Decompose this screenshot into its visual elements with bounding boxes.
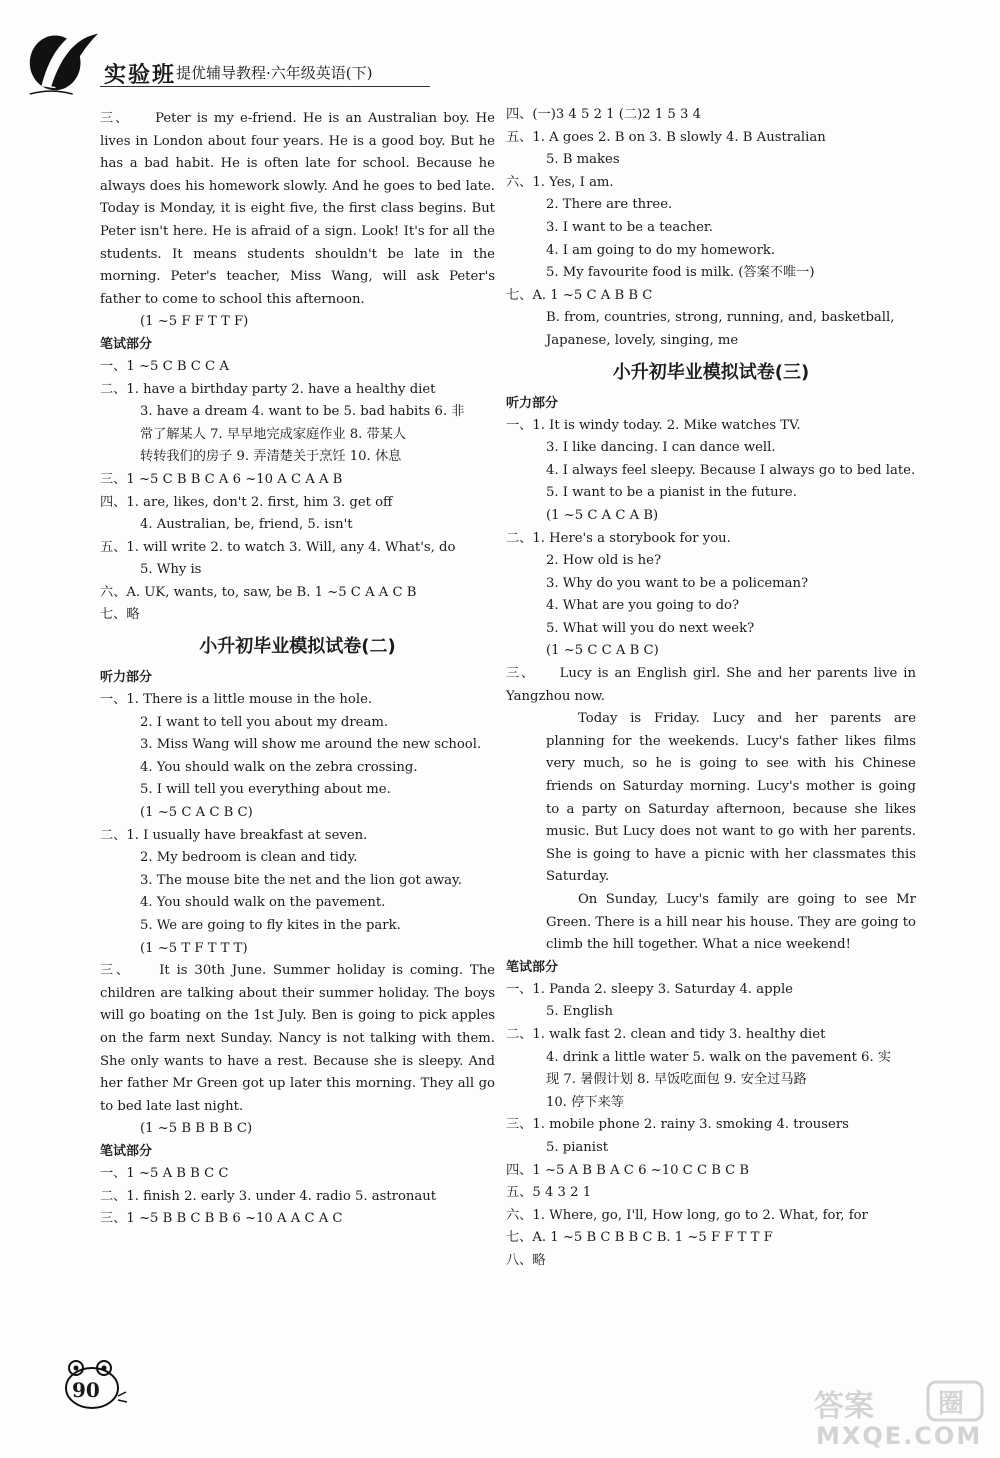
answer-line: 3. The mouse bite the net and the lion got away. [140, 872, 462, 888]
answer-line: 4. Australian, be, friend, 5. isn't [140, 517, 353, 533]
right-answer-block-3 [506, 957, 916, 1273]
answer-line: 四、(一)3 4 5 2 1 (二)2 1 5 3 4 [506, 107, 701, 122]
answer-line: 八、略 [506, 1252, 546, 1268]
left-passage-1 [100, 108, 495, 311]
part-heading: 听力部分 [100, 670, 153, 686]
answer-line: 3. have a dream 4. want to be 5. bad habits 6. 非 [140, 404, 465, 420]
left-answer-block-3 [100, 1118, 495, 1230]
left-answer-block-2 [100, 667, 495, 960]
answer-line: (1 ~5 C A C B C) [140, 805, 253, 821]
answer-line: 3. I like dancing. I can dance well. [546, 440, 776, 456]
left-passage-1-label: 三、 [100, 111, 131, 126]
answer-line: 5. My favourite food is milk. (答案不唯一) [546, 265, 815, 281]
answer-line: 5. We are going to fly kites in the park. [140, 918, 401, 933]
answer-line: 2. There are three. [546, 197, 673, 213]
answer-line: 4. You should walk on the pavement. [140, 895, 386, 911]
publisher-logo-icon [22, 18, 100, 96]
answer-line: 3. Miss Wang will show me around the new school. [140, 737, 482, 753]
right-column [506, 104, 916, 1273]
right-passage-p1-text: Lucy is an English girl. She and her parents live in Yangzhou now. [506, 666, 916, 704]
right-answer-block-2 [506, 393, 916, 664]
right-passage-label: 三、 [506, 666, 536, 682]
answer-line: 四、1 ~5 A B B A C 6 ~10 C C B C B [506, 1162, 750, 1178]
answer-line: 一、1. Panda 2. sleepy 3. Saturday 4. apple [506, 981, 793, 997]
answer-line: 4. I am going to do my homework. [546, 242, 776, 258]
right-passage-p2: Today is Friday. Lucy and her parents are planning for the weekends. Lucy's father likes films very much, so he is going to see with his Chinese friends on Saturday morning. Lucy's mother is going to a party on Saturday afternoon, because she likes music. But Lucy does not want to go with her parents. She is going to have a picnic with her classmates this Saturday. [546, 711, 916, 885]
svg-text:答案: 答案 [814, 1389, 874, 1424]
answer-line: 3. Why do you want to be a policeman? [546, 575, 809, 591]
answer-line: 4. You should walk on the zebra crossing. [140, 759, 418, 775]
left-passage-2 [100, 960, 495, 1118]
answer-line: 一、1. It is windy today. 2. Mike watches TV. [506, 417, 801, 433]
part-heading: 笔试部分 [100, 1143, 153, 1159]
answer-line: 一、1. There is a little mouse in the hole. [100, 692, 373, 708]
answer-line: 4. What are you going to do? [546, 598, 740, 614]
part-heading: 听力部分 [506, 395, 559, 411]
answer-line: 常了解某人 7. 早早地完成家庭作业 8. 带某人 [140, 426, 407, 442]
right-passage-p3: On Sunday, Lucy's family are going to see Mr Green. There is a hill near his house. They are going to climb the hill together. What a nice weekend! [546, 892, 916, 953]
book-subtitle: 提优辅导教程·六年级英语(下) [176, 64, 373, 82]
answer-line: (1 ~5 C C A B C) [546, 643, 659, 659]
answer-line: 5. English [546, 1004, 614, 1020]
answer-line: 2. My bedroom is clean and tidy. [140, 850, 358, 866]
svg-text:MXQE.COM: MXQE.COM [816, 1422, 983, 1450]
answer-line: 五、5 4 3 2 1 [506, 1185, 592, 1201]
answer-line: 七、A. 1 ~5 B C B B C B. 1 ~5 F F T T F [506, 1230, 773, 1246]
answer-line: 五、1. will write 2. to watch 3. Will, any 4. What's, do [100, 539, 456, 555]
left-passage-2-text: It is 30th June. Summer holiday is coming. The children are talking about their summer holiday. The boys will go boating on the 1st July. Ben is going to pick apples on the farm next Sunday. Nancy is not talking with them. She only wants to have a rest. Because she is sleepy. And her father Mr Green got up later this morning. They all go to bed late last night. [100, 963, 495, 1114]
answer-line: 六、A. UK, wants, to, saw, be B. 1 ~5 C A A C B [100, 584, 417, 600]
answer-line: 二、1. finish 2. early 3. under 4. radio 5. astronaut [100, 1188, 437, 1204]
answer-line: 二、1. Here's a storybook for you. [506, 530, 731, 546]
answer-line: (1 ~5 C A C A B) [546, 507, 659, 523]
answer-line: 二、1. have a birthday party 2. have a healthy diet [100, 381, 436, 397]
answer-line: Japanese, lovely, singing, me [546, 332, 739, 348]
answer-line: (1 ~5 B B B B C) [140, 1121, 253, 1137]
answer-line: 一、1 ~5 C B C C A [100, 358, 229, 374]
answer-line: 现 7. 暑假计划 8. 早饭吃面包 9. 安全过马路 [546, 1072, 807, 1088]
right-answer-block-1 [506, 104, 916, 353]
section-title-exam-2: 小升初毕业模拟试卷(二) [199, 636, 396, 658]
left-passage-1-text: Peter is my e-friend. He is an Australian boy. He lives in London about four years. He is a good boy. But he has a bad habit. He is often late for school. Because he always does his homework slowly. And he goes to bed late. Today is Monday, it is eight five, the first class begins. But Peter isn't here. He is afraid of a sign. Look! It's for all the students. It means students shouldn't be late in the morning. Peter's teacher, Miss Wang, will ask Peter's father to come to school this afternoon. [100, 111, 495, 307]
answer-line: 5. pianist [546, 1139, 609, 1155]
answer-line: 5. What will you do next week? [546, 620, 755, 636]
answer-line: (1 ~5 F F T T F) [140, 314, 249, 330]
watermark-logo [810, 1380, 990, 1450]
answer-line: 二、1. I usually have breakfast at seven. [100, 827, 368, 843]
part-heading: 笔试部分 [100, 336, 153, 352]
page-number: 90 [72, 1378, 100, 1402]
answer-line: 4. I always feel sleepy. Because I always go to bed late. [546, 462, 916, 478]
answer-line: 2. I want to tell you about my dream. [140, 714, 389, 730]
answer-line: 六、1. Where, go, I'll, How long, go to 2. What, for, for [506, 1207, 868, 1223]
answer-line: B. from, countries, strong, running, and, basketball, [546, 310, 895, 326]
answer-line: 转转我们的房子 9. 弄清楚关于烹饪 10. 休息 [140, 449, 402, 465]
answer-line: 一、1 ~5 A B B C C [100, 1165, 229, 1181]
answer-line: 10. 停下来等 [546, 1094, 624, 1110]
answer-line: (1 ~5 T F T T T) [140, 940, 248, 956]
answer-line: 三、1 ~5 B B C B B 6 ~10 A A C A C [100, 1211, 343, 1227]
answer-line: 三、1. mobile phone 2. rainy 3. smoking 4. trousers [506, 1117, 849, 1133]
answer-line: 六、1. Yes, I am. [506, 174, 614, 190]
header-divider [100, 86, 430, 87]
answer-line: 三、1 ~5 C B B C A 6 ~10 A C A A B [100, 471, 343, 487]
answer-line: 七、略 [100, 607, 140, 623]
answer-line: 二、1. walk fast 2. clean and tidy 3. healthy diet [506, 1026, 826, 1042]
left-column [100, 108, 495, 1231]
answer-line: 5. Why is [140, 562, 202, 578]
answer-line: 5. I will tell you everything about me. [140, 782, 391, 798]
left-answer-block-1 [100, 311, 495, 627]
answer-line: 四、1. are, likes, don't 2. first, him 3. get off [100, 494, 393, 510]
answer-line: 5. I want to be a pianist in the future. [546, 485, 797, 501]
right-passage-p1 [506, 663, 916, 708]
answer-line: 2. How old is he? [546, 553, 662, 569]
part-heading: 笔试部分 [506, 959, 559, 975]
left-passage-2-label: 三、 [100, 963, 132, 979]
answer-line: 4. drink a little water 5. walk on the pavement 6. 实 [546, 1049, 892, 1065]
answer-line: 5. B makes [546, 152, 620, 168]
section-title-exam-3: 小升初毕业模拟试卷(三) [612, 361, 810, 383]
brand-title: 实验班 [104, 62, 177, 88]
svg-text:圈: 圈 [938, 1389, 965, 1419]
answer-line: 七、A. 1 ~5 C A B B C [506, 287, 653, 303]
answer-line: 3. I want to be a teacher. [546, 219, 713, 235]
answer-line: 五、1. A goes 2. B on 3. B slowly 4. B Australian [506, 129, 826, 145]
